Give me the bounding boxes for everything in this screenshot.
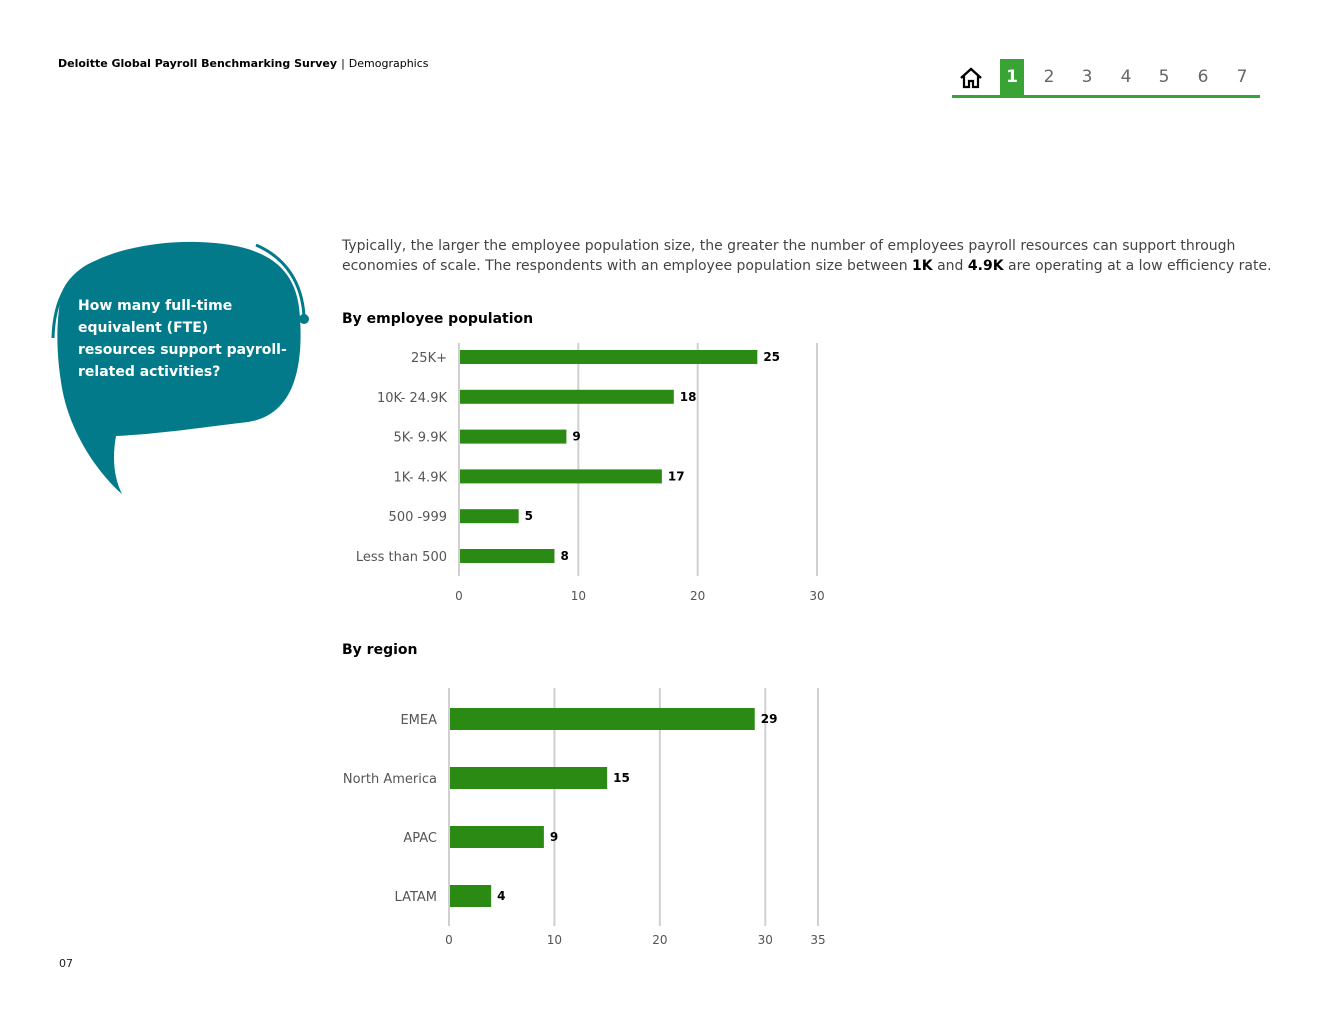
intro-text-1: Typically, the larger the employee population size, the greater the number of employees payroll resources can support through economies of scale. The respondents with an employee population size between (342, 238, 1236, 274)
population-tick-label: 0 (455, 589, 463, 603)
population-category-label: 10K- 24.9K (377, 390, 447, 406)
page-link-3[interactable]: 3 (1081, 67, 1093, 87)
population-tick-label: 30 (809, 589, 825, 603)
population-category-label: Less than 500 (355, 550, 447, 565)
title-separator: | (341, 57, 345, 70)
region-tick-label: 30 (757, 933, 773, 947)
page-link-5[interactable]: 5 (1158, 67, 1170, 87)
population-bar (460, 390, 674, 404)
population-category-label: 25K+ (411, 351, 447, 366)
population-data-label: 8 (560, 549, 569, 563)
intro-bold-2: 4.9K (967, 258, 1004, 274)
region-category-label: APAC (403, 831, 437, 846)
region-bar (450, 885, 491, 907)
population-bar (460, 509, 519, 523)
population-bar (460, 469, 662, 483)
region-bar (450, 826, 544, 848)
population-tick-label: 20 (690, 589, 706, 603)
region-bar (450, 708, 755, 730)
population-data-label: 17 (667, 469, 685, 484)
intro-text-3: are operating at a low efficiency rate. (1003, 258, 1272, 274)
intro-bold-1: 1K (912, 258, 933, 274)
population-tick-label: 10 (570, 589, 586, 603)
population-category-label: 5K- 9.9K (393, 430, 447, 446)
region-tick-label: 0 (445, 933, 453, 947)
region-category-label: LATAM (394, 890, 437, 905)
region-category-label: EMEA (400, 713, 437, 728)
page-link-4[interactable]: 4 (1120, 67, 1132, 87)
chart-title-region: By region (342, 642, 418, 658)
page-link-1[interactable]: 1 (1000, 59, 1024, 95)
population-bar (460, 350, 757, 364)
population-category-label: 500 -999 (388, 510, 447, 526)
intro-text-2: and (932, 258, 968, 274)
region-data-label: 9 (549, 830, 559, 844)
region-tick-label: 10 (546, 933, 563, 947)
region-data-label: 15 (613, 771, 630, 785)
population-data-label: 18 (679, 389, 697, 404)
home-icon[interactable] (958, 65, 984, 91)
report-title (58, 57, 429, 70)
region-data-label: 29 (760, 712, 778, 726)
region-tick-label: 35 (810, 933, 826, 947)
callout-question: How many full-time equivalent (FTE) resources support payroll-related activities? (78, 298, 287, 380)
region-bar (450, 767, 607, 789)
population-category-label: 1K- 4.9K (393, 470, 447, 486)
report-section: Demographics (348, 57, 429, 70)
page-number: 07 (59, 957, 73, 970)
population-bar (460, 430, 566, 444)
page-navigation (952, 59, 1260, 98)
region-tick-label: 20 (652, 933, 668, 947)
page-link-6[interactable]: 6 (1197, 67, 1209, 87)
page-link-7[interactable]: 7 (1236, 67, 1248, 87)
population-data-label: 5 (524, 509, 534, 524)
population-bar (460, 549, 554, 563)
page-link-2[interactable]: 2 (1043, 67, 1055, 87)
region-category-label: North America (342, 772, 437, 787)
chart-title-population: By employee population (342, 311, 534, 327)
population-data-label: 9 (572, 429, 581, 444)
bubble-dot (299, 314, 309, 324)
report-brand: Deloitte Global Payroll Benchmarking Survey (58, 57, 338, 70)
population-data-label: 25 (763, 350, 781, 364)
region-data-label: 4 (497, 889, 506, 903)
intro-paragraph (342, 236, 1272, 276)
